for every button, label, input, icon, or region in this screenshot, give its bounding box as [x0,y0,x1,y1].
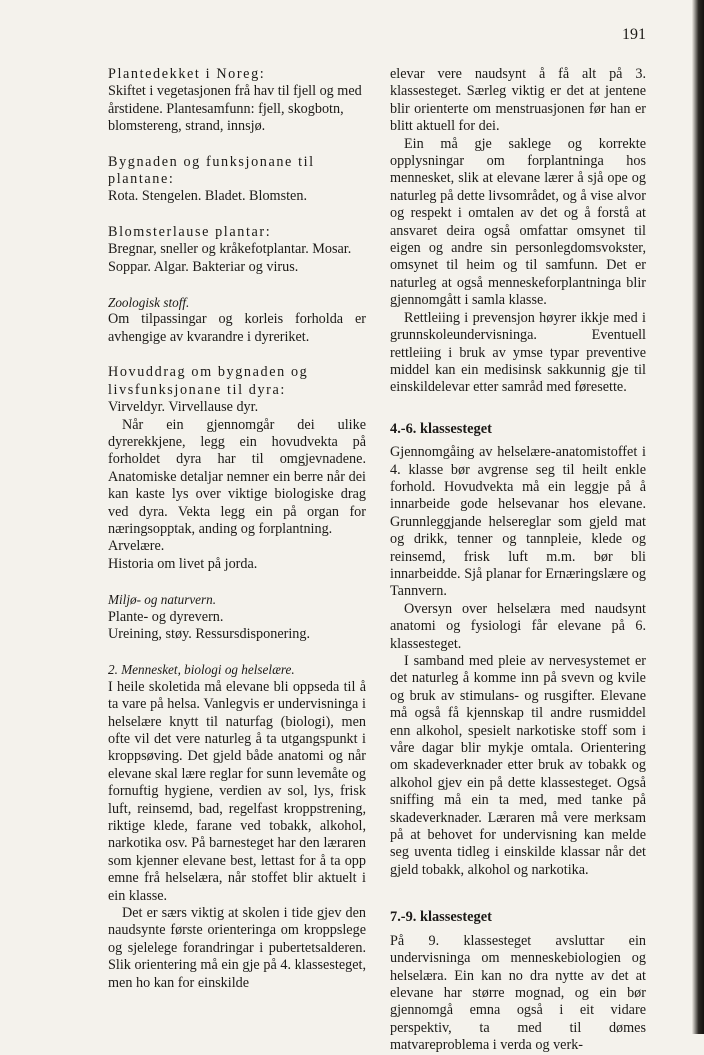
left-column [108,66,366,992]
paragraph-7-9-1: På 9. klassesteget avsluttar ein undervisninga om menneskebiologien og helselæra. Ein kan no dra nytte av det at elevane har større mognad, og ein bør gjennomgå emna også i eit vidare perspektiv, ta med til dømes matvareproblema i verda og verk- [390,932,646,1054]
paragraph-hovuddrag: Når ein gjennomgår dei ulike dyrerekkjene, legg ein hovudvekta på forholdet dyra har til omgjevnadene. Anatomiske detaljar nemner ein berre når dei kan kaste lys over viktige biologiske drag ved dyra. Vekta legg ein på organ for næringsopptak, anding og forplantning. [108,416,366,537]
paragraph-zoologisk: Om tilpassingar og korleis forholda er avhengige av kvarandre i dyreriket. [108,311,366,345]
section-heading-zoologisk: Zoologisk stoff. [108,295,190,311]
paragraph-intro-1: elevar vere naudsynt å få alt på 3. klassesteget. Særleg viktig er det at jentene blir orienterte om menstruasjonen før han er blitt aktuell for dei. [390,66,646,135]
section-heading-7-9: 7.-9. klassesteget [390,909,492,926]
page-number: 191 [622,26,646,43]
paragraph-4-6-3: I samband med pleie av nervesystemet er det naturleg å komme inn på svevn og kvile og bruk av stimulans- og rusgifter. Elevane må også få kjennskap til andre rusmiddel enn alkohol, spesielt narkotiske stoff som i våre dagar blir mykje omtala. Orientering om skadeverknader etter bruk av tobakk og alkohol gjev ein på dette klassesteget. Også sniffing må ein ta med, med tanke på skadeverknader. Læraren må vere merksam på at behovet for undervisning kan melde seg uventa tidleg i einskilde klassar når det gjeld tobakk, alkohol og narkotika. [390,653,646,878]
line-historia: Historia om livet på jorda. [108,555,258,572]
line-ureining: Ureining, støy. Ressursdisponering. [108,625,311,642]
section-heading-plantedekket: Plantedekket i Noreg: [108,66,266,82]
line-plante-dyrevern: Plante- og dyrevern. [108,608,224,625]
paragraph-4-6-2: Oversyn over helselæra med naudsynt anatomi og fysiologi får elevane på 6. klassesteget. [390,600,646,652]
paragraph-bygnaden: Rota. Stengelen. Bladet. Blomsten. [108,188,307,205]
paragraph-blomsterlause: Bregnar, sneller og kråkefotplantar. Mosar. Soppar. Algar. Bakteriar og virus. [108,241,352,275]
section-heading-4-6: 4.-6. klassesteget [390,420,492,437]
section-heading-miljo: Miljø- og naturvern. [108,592,217,608]
paragraph-intro-3: Rettleiing i prevensjon høyrer ikkje med i grunnskoleundervisninga. Eventuell rettleiing i bruk av ymse typar preventive middel kan ein medisinsk sakkunnig gje til einskildelevar etter samråd med føresette. [390,309,646,396]
paragraph-mennesket-2: Det er særs viktig at skolen i tide gjev den naudsynte første orienteringa om kroppslege og sjelelege forandringar i pubertetsalderen. Slik orientering må ein gje på 4. klassesteget, men ho kan for einskilde [108,905,366,991]
section-heading-blomsterlause: Blomsterlause plantar: [108,223,272,240]
section-heading-bygnaden: Bygnaden og funksjonane til plantane: [108,153,315,188]
paragraph-intro-2: Ein må gje saklege og korrekte opplysningar om forplantninga hos mennesket, slik at elevane lærer å sjå ope og naturleg på dette livsområdet, og å vise alvor og respekt i omtalen av det og å forstå at ansvaret deira også omfattar omsynet til eigen og andre sin personlegdomsvokster, omsynet til heim og til samfunn. Det er naturleg at også menneskeforplantninga blir gjennomgått i samla klasse. [390,135,646,309]
section-heading-mennesket: 2. Mennesket, biologi og helselære. [108,662,295,678]
section-heading-hovuddrag: Hovuddrag om bygnaden og livsfunksjonane til dyra: [108,364,309,398]
paragraph-mennesket-1: I heile skoletida må elevane bli oppseda til å ta vare på helsa. Vanlegvis er undervisninga i helselære knytt til naturfag (biologi), men ofte vil det vere naturleg å ta utgangspunkt i kroppsøving. Det gjeld både anatomi og når elevane skal lære reglar for sunn levemåte og fornuftig hygiene, verdien av sol, lys, frisk luft, reinsemd, bad, regelfast kroppstrening, riktige klede, farane ved tobakk, alkohol, narkotika osv. På barnesteget har den læraren som kjenner elevane best, lettast for å ta opp emne frå helselæra, når stoffet blir aktuelt i ein klasse. [108,678,366,904]
line-arvelaere: Arvelære. [108,538,165,555]
paragraph-4-6-1: Gjennomgåing av helselære-anatomistoffet i 4. klasse bør avgrense seg til heilt enkle forhold. Hovudvekta må ein leggje på å innarbeide gode helsevanar hos elevane. Grunnleggjande helsereglar som gjeld mat og drikk, tenner og tannpleie, klede og reinsemd, frisk luft m.m. bør bli innarbeidde. Sjå planar for Ernæringslære og Tannvern. [390,444,646,600]
page-edge-shadow [692,0,704,1034]
paragraph-plantedekket: Skiftet i vegetasjonen frå hav til fjell og med årstidene. Plantesamfunn: fjell, skogbotn, blomstereng, strand, innsjø. [108,83,362,135]
right-column [390,66,646,1055]
line-virveldyr: Virveldyr. Virvellause dyr. [108,399,259,416]
